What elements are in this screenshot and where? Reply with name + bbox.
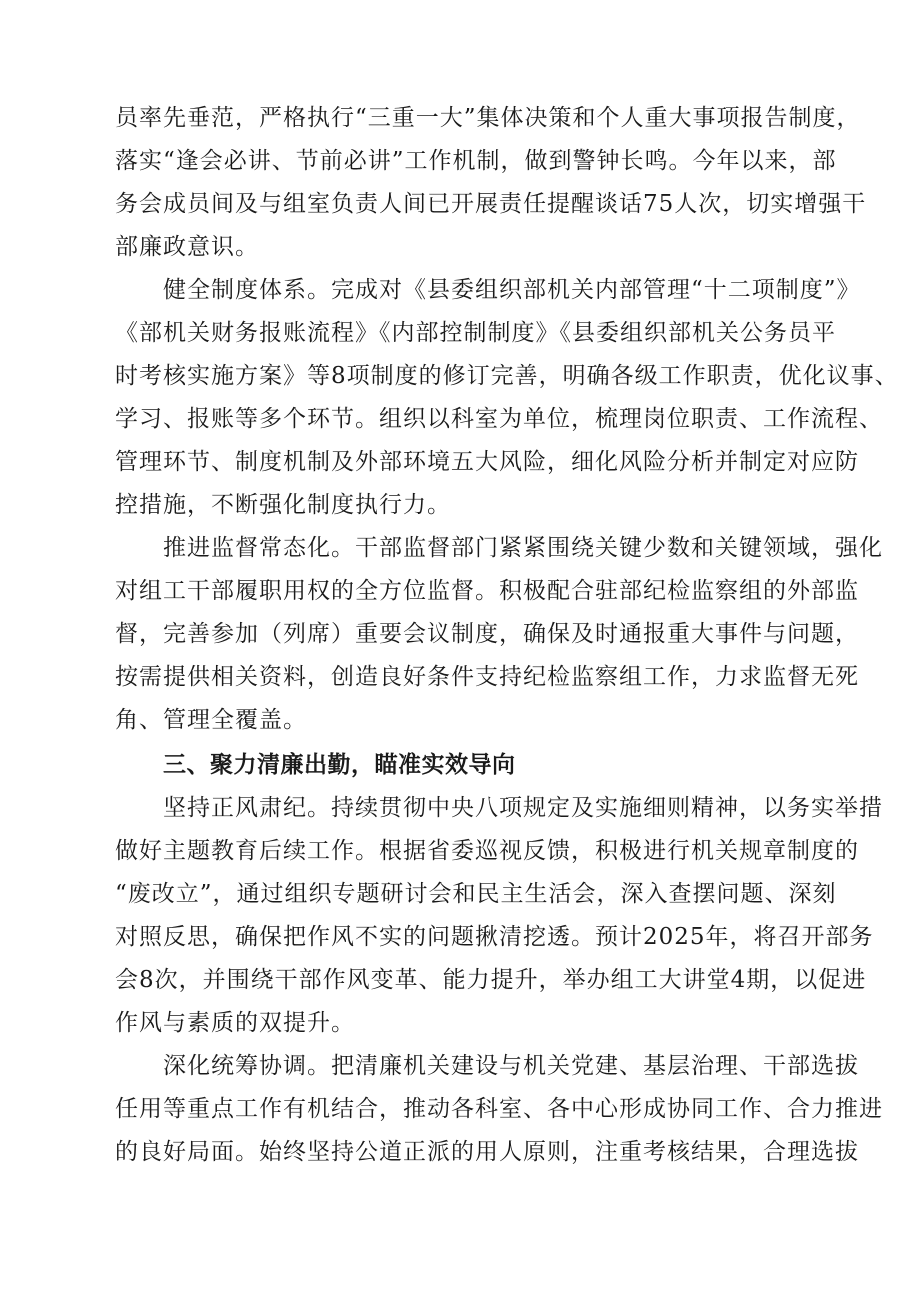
text-line: 作风与素质的双提升。 xyxy=(115,1010,355,1036)
text-line: 角、管理全覆盖。 xyxy=(115,707,307,733)
text-line: 做好主题教育后续工作。根据省委巡视反馈，积极进行机关规章制度的 xyxy=(115,838,859,864)
text-line: 会8次，并围绕干部作风变革、能力提升，举办组工大讲堂4期，以促进 xyxy=(115,967,867,993)
text-line: 部廉政意识。 xyxy=(115,234,259,260)
text-line: 学习、报账等多个环节。组织以科室为单位，梳理岗位职责、工作流程、 xyxy=(115,406,883,432)
text-line: 《部机关财务报账流程》《内部控制制度》《县委组织部机关公务员平 xyxy=(115,320,836,346)
section-heading: 三、聚力清廉出勤，瞄准实效导向 xyxy=(163,752,516,778)
text-line: 控措施，不断强化制度执行力。 xyxy=(115,492,451,518)
text-line: 按需提供相关资料，创造良好条件支持纪检监察组工作，力求监督无死 xyxy=(115,664,859,690)
text-line: 管理环节、制度机制及外部环境五大风险，细化风险分析并制定对应防 xyxy=(115,449,859,475)
text-line: 督，完善参加（列席）重要会议制度，确保及时通报重大事件与问题， xyxy=(115,621,859,647)
text-line: 对组工干部履职用权的全方位监督。积极配合驻部纪检监察组的外部监 xyxy=(115,578,859,604)
text-line: 时考核实施方案》等8项制度的修订完善，明确各级工作职责，优化议事、 xyxy=(115,363,899,389)
text-line: 的良好局面。始终坚持公道正派的用人原则，注重考核结果，合理选拔 xyxy=(115,1139,859,1165)
text-line: 任用等重点工作有机结合，推动各科室、各中心形成协同工作、合力推进 xyxy=(115,1096,883,1122)
text-line: “废改立”，通过组织专题研讨会和民主生活会，深入查摆问题、深刻 xyxy=(115,881,837,907)
text-line: 对照反思，确保把作风不实的问题揪清挖透。预计2025年，将召开部务 xyxy=(115,924,874,950)
paragraph-first-line: 深化统筹协调。把清廉机关建设与机关党建、基层治理、干部选拔 xyxy=(163,1053,859,1079)
paragraph-first-line: 健全制度体系。完成对《县委组织部机关内部管理“十二项制度”》 xyxy=(163,277,861,303)
text-line: 员率先垂范，严格执行“三重一大”集体决策和个人重大事项报告制度， xyxy=(115,105,861,131)
paragraph-first-line: 坚持正风肃纪。持续贯彻中央八项规定及实施细则精神，以务实举措 xyxy=(163,795,883,821)
text-line: 落实“逢会必讲、节前必讲”工作机制，做到警钟长鸣。今年以来，部 xyxy=(115,148,837,174)
text-line: 务会成员间及与组室负责人间已开展责任提醒谈话75人次，切实增强干 xyxy=(115,191,867,217)
paragraph-first-line: 推进监督常态化。干部监督部门紧紧围绕关键少数和关键领域，强化 xyxy=(163,535,883,561)
